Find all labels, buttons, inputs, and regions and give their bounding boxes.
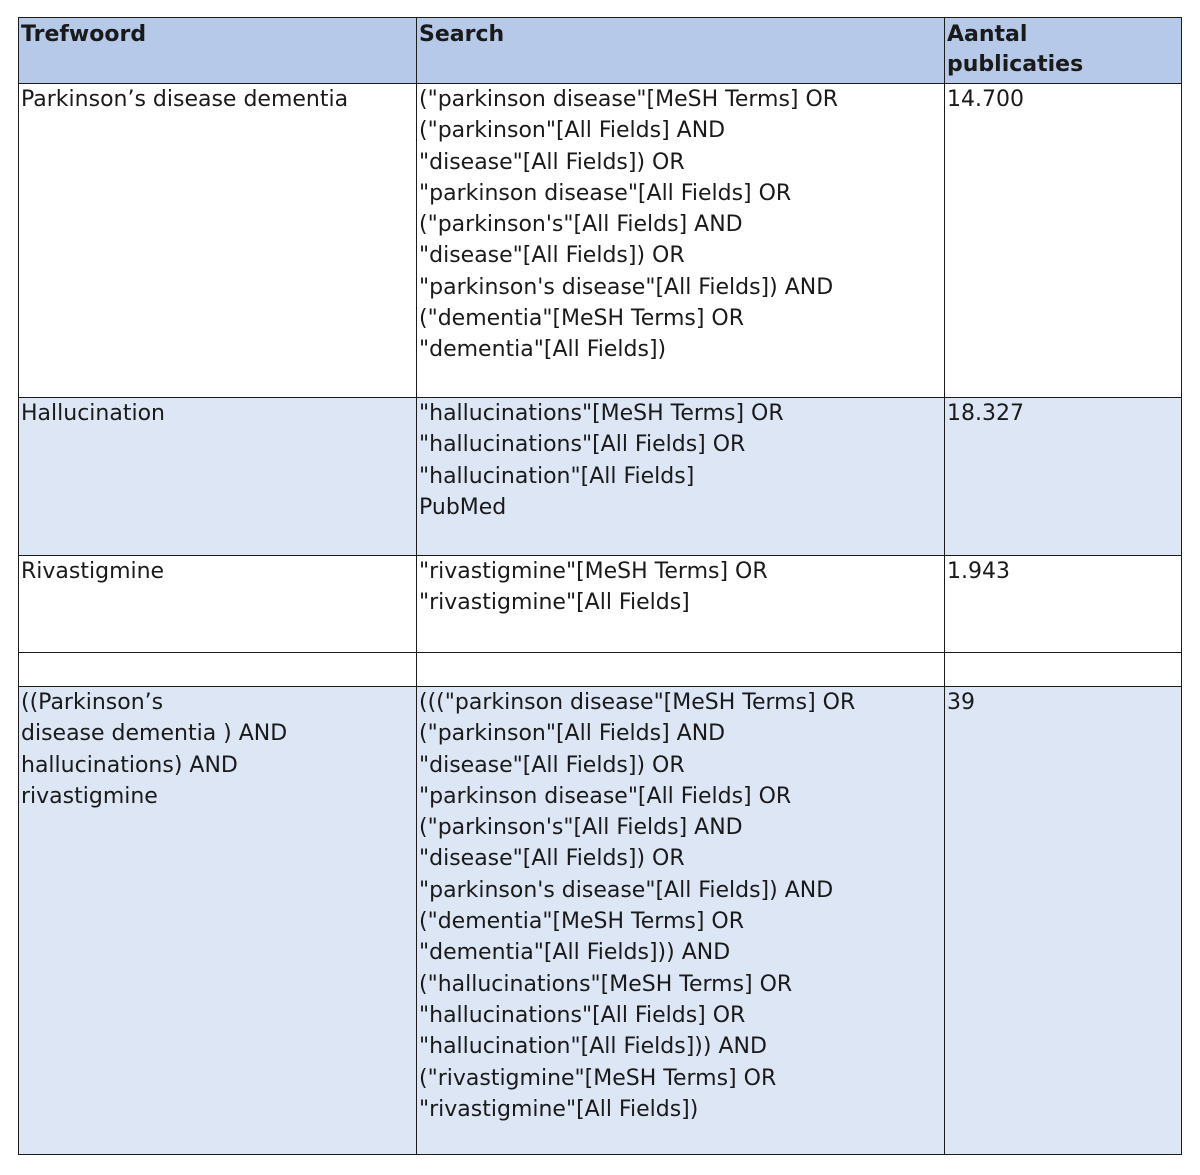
search-query-cell: "rivastigmine"[MeSH Terms] OR "rivastigmine"[All Fields]: [417, 556, 945, 653]
header-search: Search: [417, 18, 945, 84]
publication-count-cell: 14.700: [945, 84, 1182, 398]
table-row: [19, 556, 1182, 653]
search-query-cell: ("parkinson disease"[MeSH Terms] OR ("parkinson"[All Fields] AND "disease"[All Fields]) OR "parkinson disease"[All Fields] OR ("parkinson's"[All Fields] AND "disease"[All Fields]) OR "parkinson's disease"[All Fields]) AND ("dementia"[MeSH Terms] OR "dementia"[All Fields]): [417, 84, 945, 398]
keyword-cell: ((Parkinson’s disease dementia ) AND hallucinations) AND rivastigmine: [19, 687, 417, 1155]
table-row: [19, 687, 1182, 1155]
publication-count-cell: 39: [945, 687, 1182, 1155]
search-results-table: [18, 17, 1182, 1155]
table-row: [19, 84, 1182, 398]
search-query-cell: [417, 653, 945, 687]
keyword-cell: Hallucination: [19, 398, 417, 556]
publication-count-cell: [945, 653, 1182, 687]
search-query-cell: ((("parkinson disease"[MeSH Terms] OR ("parkinson"[All Fields] AND "disease"[All Fields]) OR "parkinson disease"[All Fields] OR ("parkinson's"[All Fields] AND "disease"[All Fields]) OR "parkinson's disease"[All Fields]) AND ("dementia"[MeSH Terms] OR "dementia"[All Fields])) AND ("hallucinations"[MeSH Terms] OR "hallucinations"[All Fields] OR "hallucination"[All Fields])) AND ("rivastigmine"[MeSH Terms] OR "rivastigmine"[All Fields]): [417, 687, 945, 1155]
search-query-cell: "hallucinations"[MeSH Terms] OR "hallucinations"[All Fields] OR "hallucination"[All Fields] PubMed: [417, 398, 945, 556]
keyword-cell: Rivastigmine: [19, 556, 417, 653]
publication-count-cell: 18.327: [945, 398, 1182, 556]
publication-count-cell: 1.943: [945, 556, 1182, 653]
header-count: Aantal publicaties: [945, 18, 1182, 84]
keyword-cell: [19, 653, 417, 687]
header-keyword: Trefwoord: [19, 18, 417, 84]
empty-table-row: [19, 653, 1182, 687]
table-row: [19, 398, 1182, 556]
keyword-cell: Parkinson’s disease dementia: [19, 84, 417, 398]
table-header-row: [19, 18, 1182, 84]
